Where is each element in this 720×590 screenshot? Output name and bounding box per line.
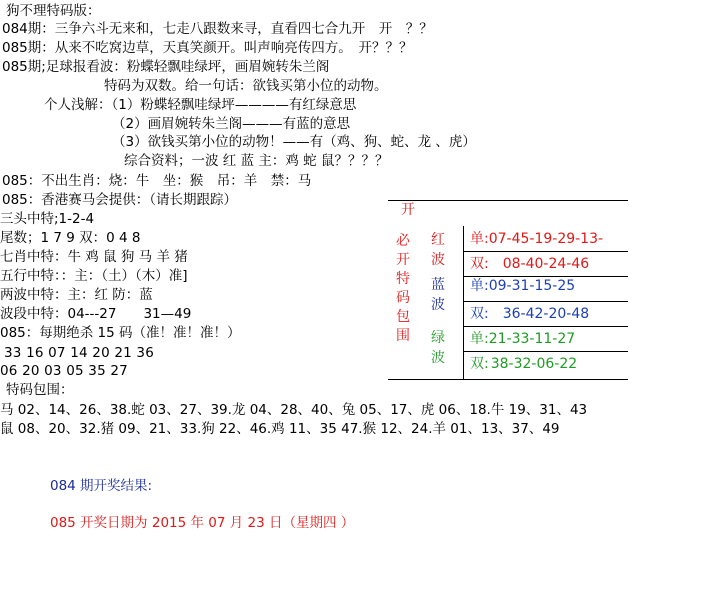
special-cover-title: 特码包围：	[6, 382, 74, 398]
interpretation-line-3: （3）欲钱买第小位的动物！——有（鸡、狗、蛇、龙 、虎）	[112, 134, 476, 150]
next-draw-date: 085 开奖日期为 2015 年 07 月 23 日（星期四 ）	[50, 515, 355, 531]
page-title: 狗不理特码版：	[6, 3, 101, 19]
tail-number-line: 尾数；1 7 9 双：0 4 8	[0, 230, 141, 246]
row-numbers: 09-31-15-25	[488, 278, 576, 294]
red-even-row	[470, 255, 589, 273]
row-separator-1	[463, 251, 628, 252]
row-prefix: 单:	[470, 278, 489, 294]
side-label-char: 开	[396, 252, 410, 268]
side-label-char: 特	[396, 271, 410, 287]
football-clue-line: 085期;足球报看波：粉蝶轻飘哇绿坪，画眉婉转朱兰阁	[2, 59, 330, 75]
green-even-row	[470, 355, 577, 373]
zodiac-numbers-row-2: 鼠 08、20、32.猪 09、21、33.狗 22、46.鸡 11、35 47.猴 12、24.羊 01、13、37、49	[0, 421, 560, 437]
green-wave-label: 波	[431, 350, 445, 366]
red-wave-label: 波	[431, 252, 445, 268]
row-numbers: 38-32-06-22	[490, 356, 578, 372]
summary-line: 综合资料；一波 红 蓝 主：鸡 蛇 鼠？？？？	[124, 153, 389, 169]
two-wave-line: 两波中特：主：红 防：蓝	[0, 287, 153, 303]
row-numbers: 08-40-24-46	[502, 256, 590, 272]
prediction-line-085: 085期：从来不吃窝边草，天真笑颜开。叫声响亮传四方。 开？？？	[2, 40, 413, 56]
interpretation-line-2: （2）画眉婉转朱兰阁———有蓝的意思	[112, 116, 351, 132]
prediction-line-084: 084期：三争六斗无来和，七走八跟数来寻，直看四七合九开 开 ？？	[2, 21, 433, 37]
row-prefix: 双:	[470, 356, 489, 372]
row-prefix: 单:	[470, 331, 489, 347]
kill-numbers-row-1: 33 16 07 14 20 21 36	[4, 345, 154, 361]
row-separator-5	[463, 351, 628, 352]
blue-odd-row	[470, 277, 575, 295]
hint-line: 特码为双数。给一句话：欲钱买第小位的动物。	[104, 78, 388, 94]
seven-zodiac-line: 七肖中特：牛 鸡 鼠 狗 马 羊 猪	[0, 249, 188, 265]
kill-numbers-row-2: 06 20 03 05 35 27	[0, 363, 128, 379]
side-label-char: 必	[396, 233, 410, 249]
blue-wave-label: 波	[431, 297, 445, 313]
side-label-char: 码	[396, 290, 410, 306]
side-label-char: 包	[396, 309, 410, 325]
box-top-border	[388, 200, 628, 201]
box-bottom-border	[388, 379, 628, 380]
row-numbers: 07-45-19-29-13-	[488, 231, 604, 247]
interpretation-line-1: 个人浅解：（1）粉蝶轻飘哇绿坪————有红绿意思	[44, 97, 357, 113]
box-divider	[463, 226, 464, 379]
head-number-line: 三头中特;1-2-4	[0, 211, 95, 227]
row-separator-4	[463, 326, 628, 327]
source-line: 085：香港赛马会提供：（请长期跟踪）	[2, 192, 238, 208]
blue-even-row	[470, 305, 589, 323]
row-separator-3	[463, 301, 628, 302]
kill-numbers-title: 085：每期绝杀 15 码（准！准！准！）	[0, 325, 241, 341]
five-elements-line: 五行中特：：主：（土）（木）准]	[0, 268, 188, 284]
green-wave-label: 绿	[431, 330, 445, 346]
green-odd-row	[470, 330, 575, 348]
row-prefix: 双:	[470, 306, 489, 322]
row-numbers: 21-33-11-27	[488, 331, 576, 347]
zodiac-numbers-row-1: 马 02、14、26、38.蛇 03、27、39.龙 04、28、40、兔 05、17、虎 06、18.牛 19、31、43	[0, 402, 588, 418]
red-wave-label: 红	[431, 232, 445, 248]
side-label-char: 围	[396, 328, 410, 344]
row-prefix: 单:	[470, 231, 489, 247]
zodiac-exclusion-line: 085：不出生肖：烧：牛 坐：猴 吊：羊 禁：马	[2, 173, 312, 189]
blue-wave-label: 蓝	[431, 277, 445, 293]
box-header: 开	[401, 202, 415, 218]
row-prefix: 双:	[470, 256, 489, 272]
row-numbers: 36-42-20-48	[502, 306, 590, 322]
result-label: 084 期开奖结果:	[50, 478, 153, 494]
red-odd-row	[470, 230, 603, 248]
wave-segment-line: 波段中特：04---27 31—49	[0, 306, 192, 322]
